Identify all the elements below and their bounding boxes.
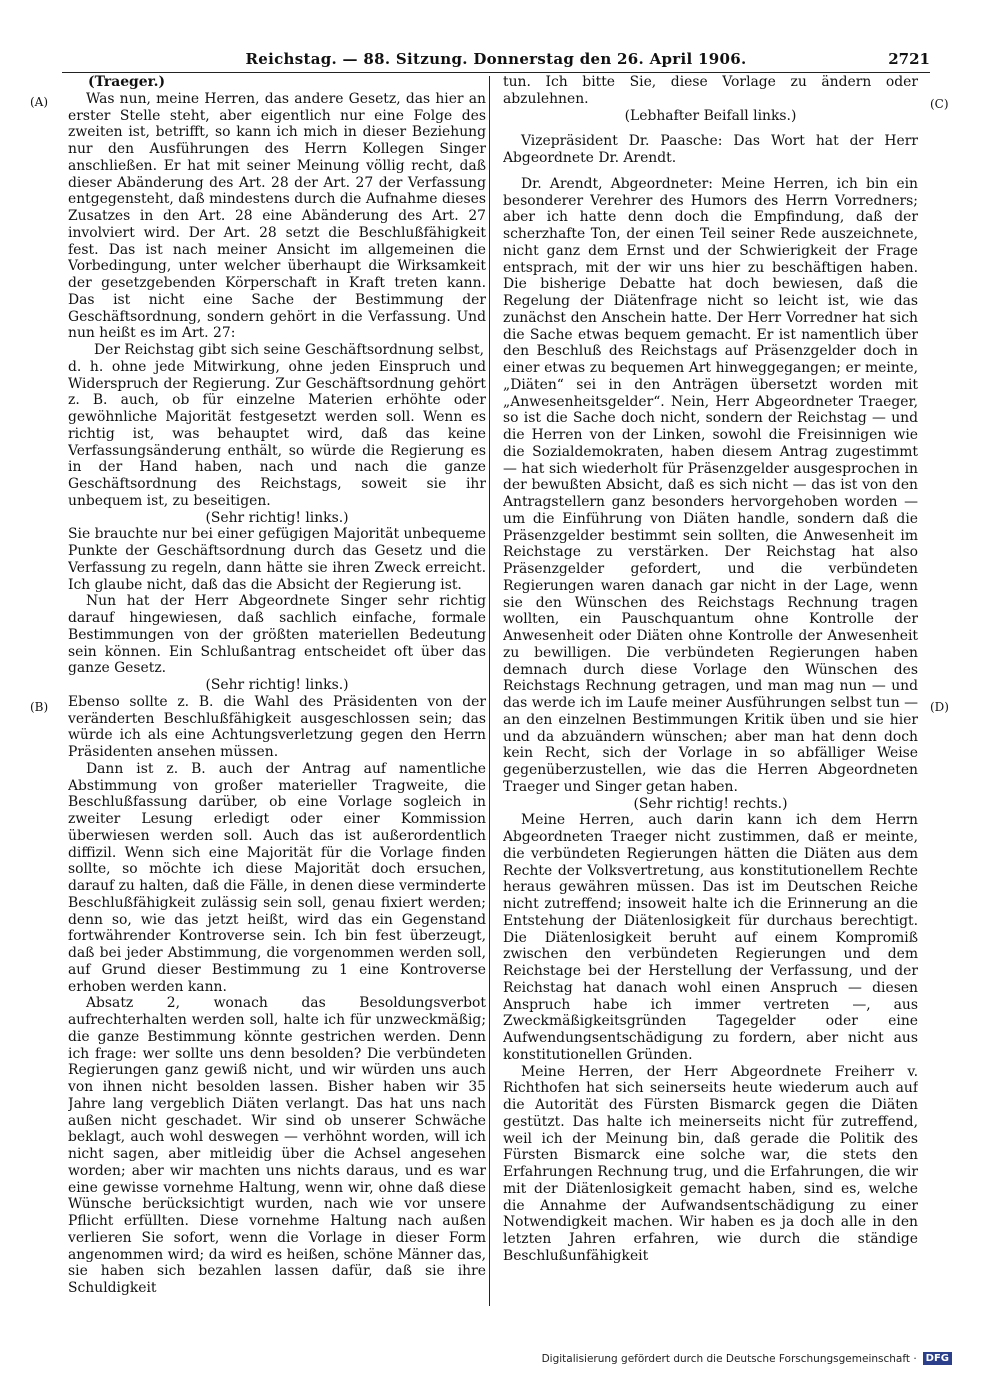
paragraph: Absatz 2, wonach das Besoldungsverbot aufrechterhalten werden soll, halte ich für unzweckmäßig; die ganze Bestimmung könnte gestrichen werden. Denn ich frage: wer sollte uns denn besolden? Die verbündeten Regierungen ganz gewiß nicht, und wir würden uns auch von ihnen nicht besolden lassen. Bisher haben wir 35 Jahre lang vergeblich Diäten verlangt. Das hat uns nach außen nicht geschadet. Wir sind ob unserer Schwäche beklagt, auch wohl deswegen — verhöhnt worden, will ich nicht sagen, aber mitleidig über die Achsel angesehen worden; aber wir machten uns nichts daraus, und es war eine gewisse vornehme Haltung, wenn wir, ohne daß diese Wünsche berücksichtigt wurden, nach wie vor unsere Pflicht erfüllten. Diese vornehme Haltung nach außen verlieren Sie sofort, wenn die Vorlage in dieser Form angenommen wird; da wird es heißen, schöne Männer das, sie haben sich bezahlen lassen dafür, daß sie ihre Schuldigkeit — [68, 995, 486, 1296]
speaker-intro: Vizepräsident Dr. Paasche: Das Wort hat der Herr Abgeordnete Dr. Arendt. — [503, 133, 918, 166]
margin-marker-b: (B) — [30, 700, 49, 714]
paragraph: Meine Herren, der Herr Abgeordnete Freiherr v. Richthofen hat sich seinerseits heute wiederum auch auf die Autorität des Fürsten Bismarck gegen die Diäten gestützt. Das halte ich meinerseits nicht für zutreffend, weil ich der Meinung bin, daß gerade die Politik des Fürsten Bismarck eine solche war, die stets den Erfahrungen Rechnung trug, und die Erfahrungen, die wir mit der Diätenlosigkeit gemacht haben, sind es, welche die Annahme der Aufwandsentschädigung zu einer Notwendigkeit machen. Wir haben es ja doch alle in den letzten Jahren erfahren, wie durch die ständige Beschlußunfähigkeit — [503, 1063, 918, 1264]
margin-marker-c: (C) — [930, 97, 949, 111]
digitization-credit — [542, 1352, 952, 1365]
page-number: 2721 — [888, 50, 930, 68]
paragraph: Was nun, meine Herren, das andere Gesetz, das hier an erster Stelle steht, aber eigentlich nur eine Folge des zweiten ist, betrifft, so kann ich mich in dieser Beziehung nur den Ausführungen des Herrn Kollegen Singer anschließen. Er hat mit seiner Meinung völlig recht, daß dieser Abänderung des Art. 28 der Art. 27 der Verfassung entgegensteht, daß mindestens durch die Aufnahme dieses Zusatzes in den Art. 28 eine Abänderung des Art. 27 involviert wird. Der Art. 28 setzt die Beschlußfähigkeit fest. Das ist nach meiner Ansicht im allgemeinen die Vorbedingung, unter welcher überhaupt die Wirksamkeit der gesetzgebenden Körperschaft in Kraft treten kann. Das ist nicht eine Sache der Bestimmung der Geschäftsordnung, sondern gehört in die Verfassung. Und nun heißt es im Art. 27: — [68, 90, 486, 342]
paragraph: Meine Herren, auch darin kann ich dem Herrn Abgeordneten Traeger nicht zustimmen, daß er meinte, die verbündeten Regierungen hätten die Diäten aus dem Rechte der Volksvertretung, aus konstitutionellem Rechte heraus gewähren müssen. Das ist im Deutschen Reiche nicht zutreffend; insoweit halte ich die Erinnerung an die Entstehung der Diätenlosigkeit für durchaus berechtigt. Die Diätenlosigkeit beruht auf einem Kompromiß zwischen den verbündeten Regierungen und dem Reichstage bei der Herstellung der Verfassung, und der Reichstag hat danach wohl einen Anspruch — diesen Anspruch habe ich immer vertreten —, aus Zweckmäßigkeitsgründen Tagegelder oder eine Aufwendungsentschädigung zu fordern, aber nicht aus konstitutionellen Gründen. — [503, 812, 918, 1063]
paragraph: Dann ist z. B. auch der Antrag auf namentliche Abstimmung von großer materieller Tragweite, die Beschlußfassung darüber, ob eine Vorlage sogleich in zweiter Lesung erledigt oder einer Kommission überwiesen werden soll. Auch das ist außerordentlich diffizil. Wenn sich eine Majorität für die Vorlage finden sollte, so möchte ich diese Majorität doch ersuchen, darauf zu halten, daß die Fälle, in denen diese verminderte Beschlußfähigkeit zulässig sein soll, genau fixiert werden; denn so, wie das jetzt heißt, wird das ein Gegenstand fortwährender Kontroverse sein. Ich bin fest überzeugt, daß bei jeder Abstimmung, die vorgenommen werden soll, auf Grund dieser Bestimmung zu 1 eine Kontroverse erhoben werden kann. — [68, 760, 486, 995]
header-rule — [62, 72, 930, 73]
interjection: (Sehr richtig! links.) — [205, 509, 349, 526]
paragraph: Dr. Arendt, Abgeordneter: Meine Herren, ich bin ein besonderer Verehrer des Humors des Herrn Vorredners; aber ich hatte denn doch die Empfindung, daß der scherzhafte Ton, der einen Teil seiner Rede auszeichnete, nicht ganz dem Ernst und der Schwierigkeit der Frage entsprach, mit der wir uns hier zu beschäftigen haben. Die bisherige Debatte hat doch bewiesen, daß die Regelung der Diätenfrage nicht so leicht ist, wie das zunächst den Anschein hatte. Der Herr Vorredner hat sich die Sache etwas bequem gemacht. Er ist namentlich über den Beschluß des Reichstags auf Präsenzgelder doch in einer etwas zu bequemen Art hinweggegangen; er meinte, „Diäten“ sei in den Anträgen übersetzt worden mit „Anwesenheitsgelder“. Nein, Herr Abgeordneter Traeger, so ist die Sache doch nicht, sondern der Reichstag — und die Herren von der Linken, sowohl die Freisinnigen wie die Sozialdemokraten, haben diesem Antrag zugestimmt — hat sich wiederholt für Präsenzgelder ausgesprochen in der bewußten Absicht, daß es sich nicht — das ist von den Antragstellern ganz besonders hervorgehoben worden — um die Einführung von Diäten handle, sondern daß die Präsenzgelder bestimmt sein sollten, die Anwesenheit im Reichstage zu verstärken. Der Reichstag hat also Präsenzgelder gefordert, und die verbündeten Regierungen waren danach gar nicht in der Lage, wenn sie den Wünschen des Reichstags Rechnung tragen wollten, ein Pauschquantum ohne Kontrolle der Anwesenheit oder Diäten ohne Kontrolle der Anwesenheit zu bewilligen. Die verbündeten Regierungen haben demnach durch diese Vorlage den Wünschen des Reichstags Rechnung getragen, und man mag nun — und das werde ich im Laufe meiner Ausführungen selbst tun — an den einzelnen Bestimmungen Kritik üben und sie hier und da abzuändern wünschen; aber man hat denn doch kein Recht, sich der Vorlage in so abfälliger Weise gegenüberzustellen, wie das die Herren Abgeordneten Traeger und Singer getan haben. — [503, 175, 918, 795]
paragraph: Ebenso sollte z. B. die Wahl des Präsidenten von der veränderten Beschlußfähigkeit ausgeschlossen sein; das würde ich als eine Achtungsverletzung gegen den Herrn Präsidenten ansehen müssen. — [68, 693, 486, 760]
interjection: (Sehr richtig! rechts.) — [633, 795, 788, 812]
left-column — [68, 74, 486, 1314]
quotation: Der Reichstag gibt sich seine Geschäftsordnung selbst, — [94, 342, 485, 358]
margin-marker-d: (D) — [930, 700, 949, 714]
paragraph: tun. Ich bitte Sie, diese Vorlage zu ändern oder abzulehnen. — [503, 74, 918, 107]
interjection: (Sehr richtig! links.) — [205, 677, 349, 693]
right-column — [503, 74, 918, 1314]
margin-marker-a: (A) — [30, 95, 49, 109]
column-divider — [489, 76, 490, 1306]
speaker-name: (Traeger.) — [88, 74, 166, 90]
interjection: (Lebhafter Beifall links.) — [624, 107, 797, 124]
credit-text: Digitalisierung gefördert durch die Deutsche Forschungsgemeinschaft · — [541, 1352, 917, 1365]
paragraph: Sie brauchte nur bei einer gefügigen Majorität unbequeme Punkte der Geschäftsordnung durch das Gesetz und die Verfassung zu regeln, dann hätte sie ihren Zweck erreicht. Ich glaube nicht, daß das die Absicht der Regierung ist. — [68, 526, 486, 593]
header-title: Reichstag. — 88. Sitzung. Donnerstag den 26. April 1906. — [245, 50, 747, 68]
paragraph: d. h. ohne jede Mitwirkung, ohne jeden Einspruch und Widerspruch der Regierung. Zur Geschäftsordnung gehört z. B. auch, ob für einzelne Materien erhöhte oder gewöhnliche Majorität festgesetzt werden soll. Wenn es richtig ist, was behauptet wird, daß das keine Verfassungsänderung enthält, so würde die Regierung es in der Hand haben, nach und nach die ganze Geschäftsordnung des Reichstags, soweit sie ihr unbequem ist, zu beseitigen. — [68, 358, 486, 509]
paragraph: Nun hat der Herr Abgeordnete Singer sehr richtig darauf hingewiesen, daß sachlich einfache, formale Bestimmungen von der größten materiellen Bedeutung sein können. Ein Schlußantrag entscheidet oft über das ganze Gesetz. — [68, 593, 486, 677]
dfg-logo: DFG — [923, 1352, 952, 1365]
running-header — [62, 50, 930, 72]
